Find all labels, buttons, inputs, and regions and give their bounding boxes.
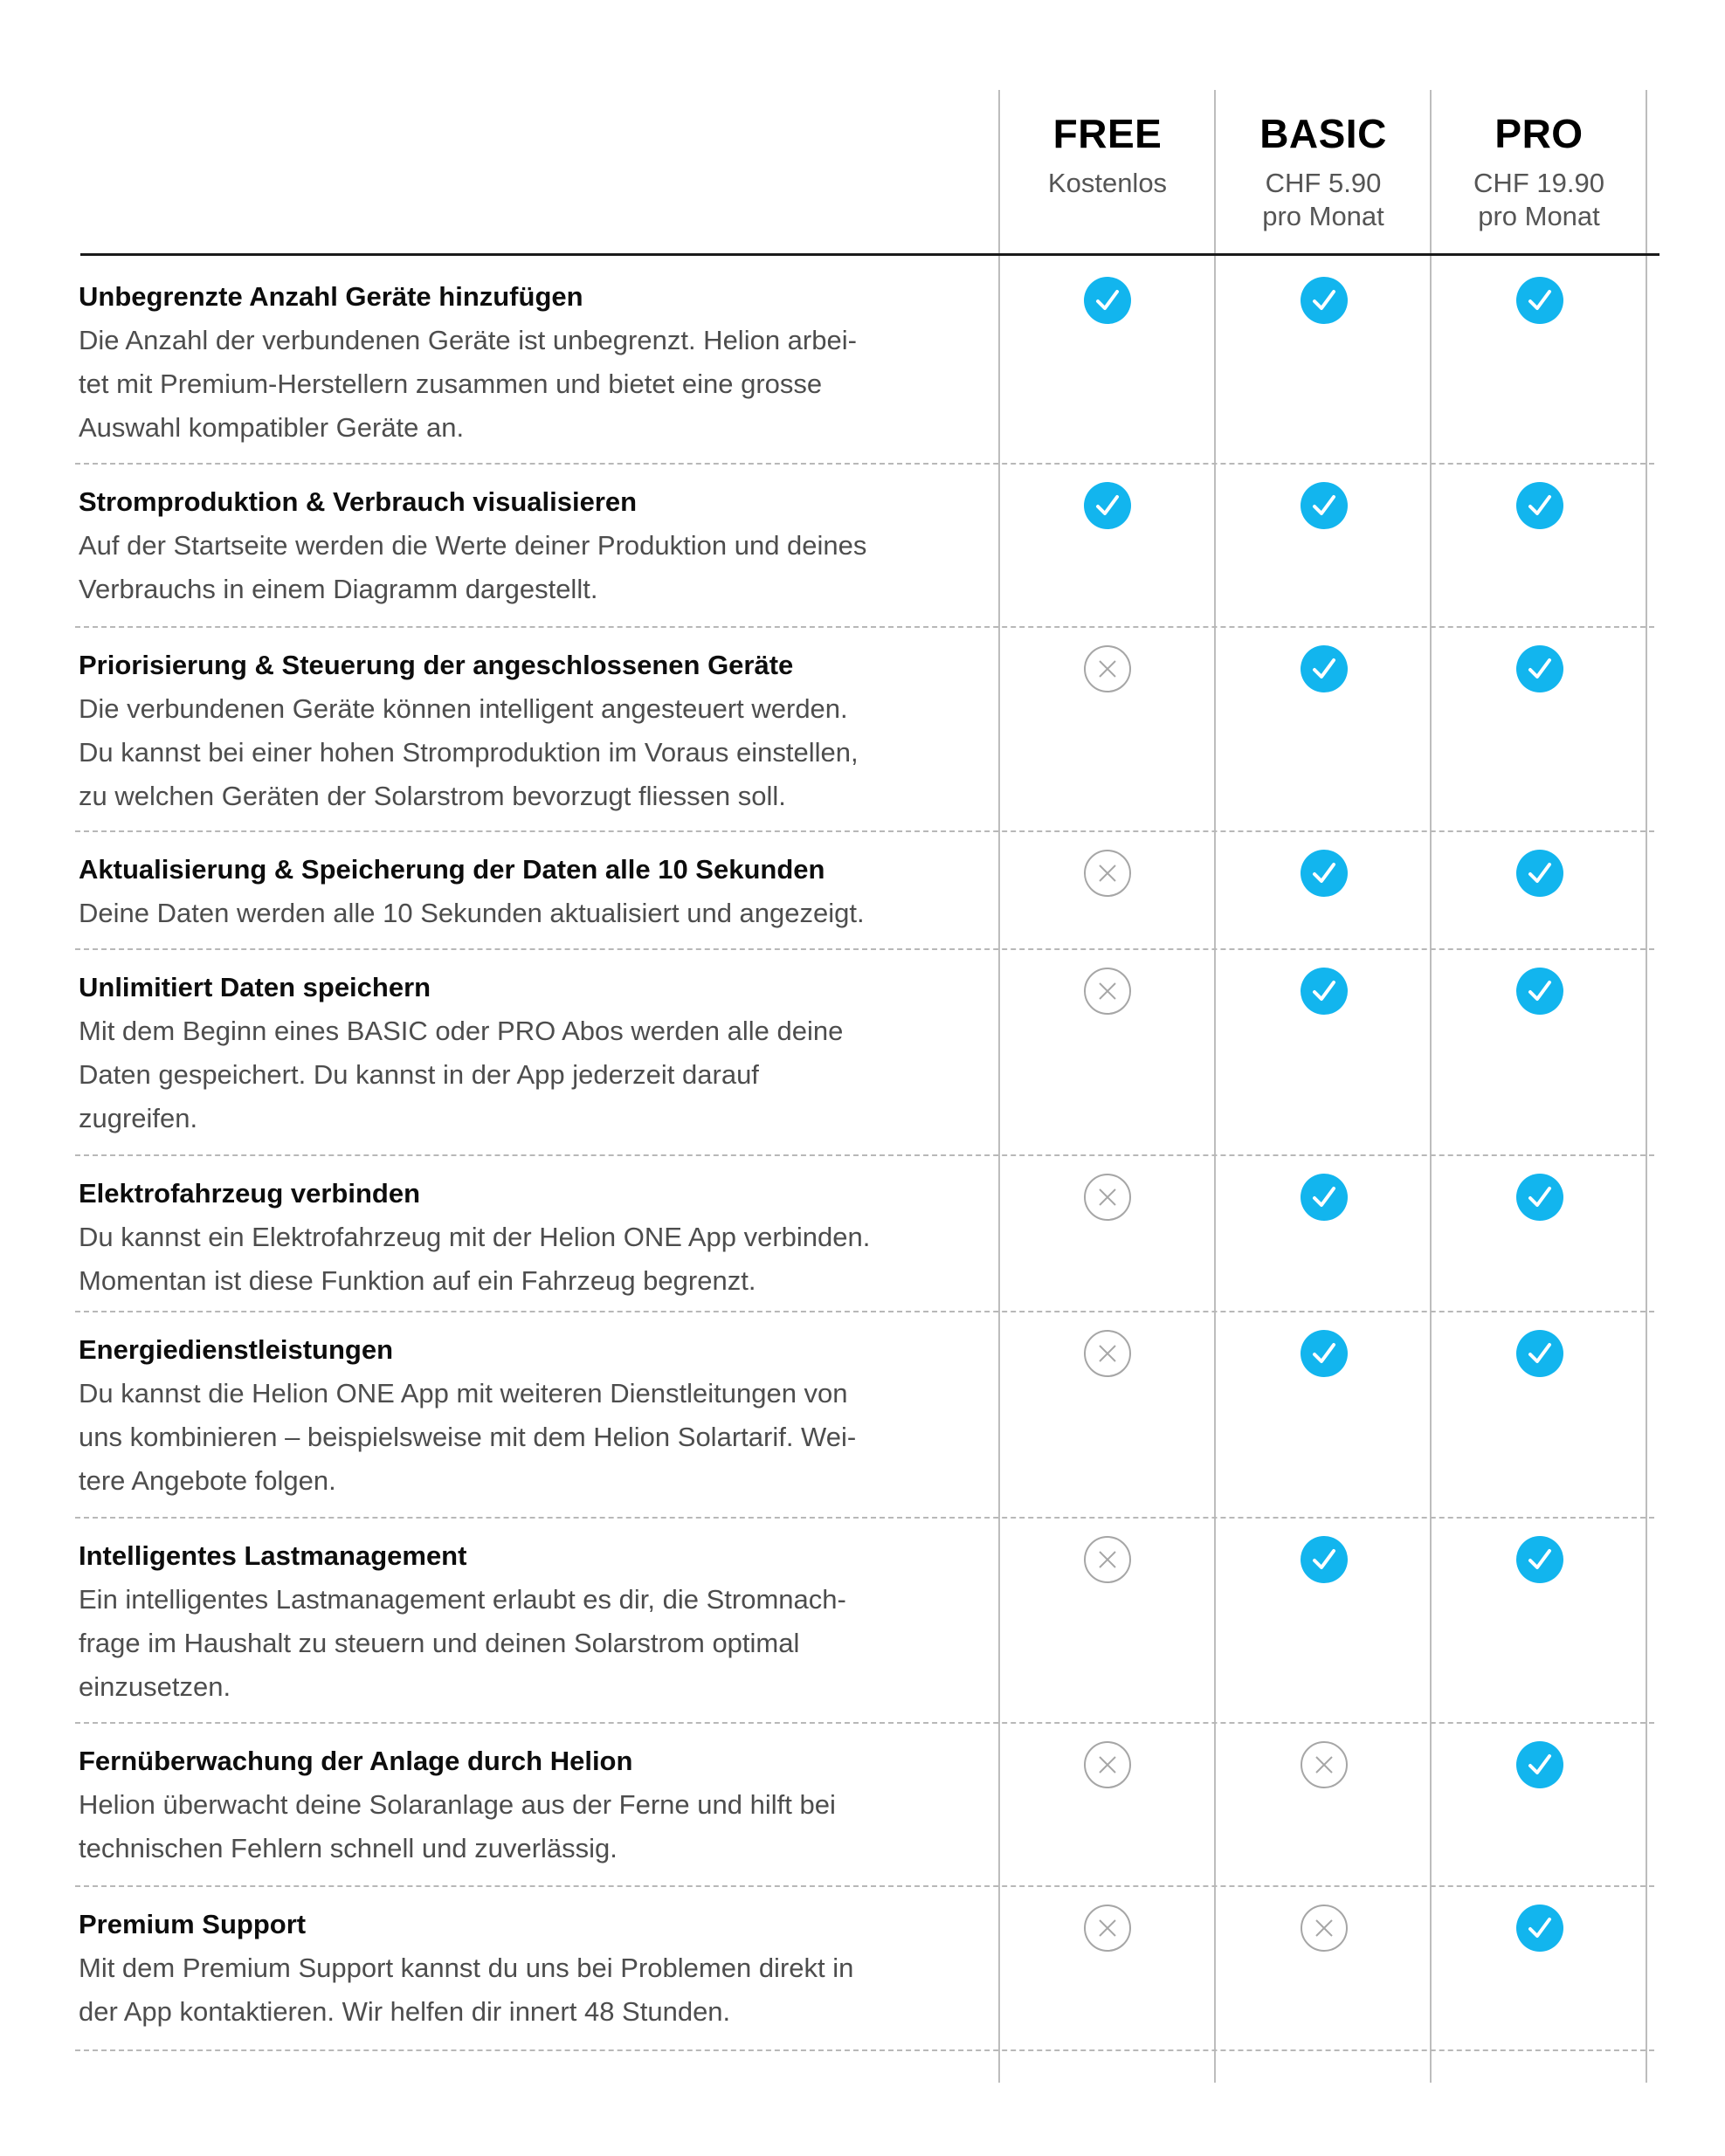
feature-description-line: uns kombinieren – beispielsweise mit dem Helion Solartarif. Wei- bbox=[79, 1422, 857, 1452]
plan-price: CHF 19.90 bbox=[1473, 168, 1604, 198]
feature-description-line: Momentan ist diese Funktion auf ein Fahrzeug begrenzt. bbox=[79, 1265, 756, 1296]
plan-name: FREE bbox=[1052, 111, 1163, 156]
check-circle-icon bbox=[1515, 967, 1564, 1016]
column-divider bbox=[1430, 90, 1432, 2083]
feature-description-line: zu welchen Geräten der Solarstrom bevorzugt fliessen soll. bbox=[79, 781, 786, 811]
feature-description-line: Die verbundenen Geräte können intelligent angesteuert werden. bbox=[79, 693, 848, 724]
plan-name: BASIC bbox=[1259, 111, 1387, 156]
check-circle-icon bbox=[1515, 1904, 1564, 1953]
feature-text bbox=[79, 1172, 935, 1303]
feature-description-line: tere Angebote folgen. bbox=[79, 1465, 336, 1496]
feature-title: Energiedienstleistungen bbox=[79, 1334, 394, 1365]
plan-price: Kostenlos bbox=[1047, 168, 1168, 198]
feature-description-line: Mit dem Beginn eines BASIC oder PRO Abos werden alle deine bbox=[79, 1016, 844, 1046]
feature-description-line: zugreifen. bbox=[79, 1103, 198, 1133]
plan-header-basic bbox=[1216, 109, 1431, 233]
x-circle-icon bbox=[1083, 849, 1132, 898]
feature-title: Elektrofahrzeug verbinden bbox=[79, 1178, 421, 1209]
feature-description-line: Auf der Startseite werden die Werte deiner Produktion und deines bbox=[79, 530, 867, 561]
check-circle-icon bbox=[1083, 276, 1132, 325]
check-circle-icon bbox=[1083, 481, 1132, 530]
feature-title: Stromproduktion & Verbrauch visualisieren bbox=[79, 486, 638, 517]
plan-price: CHF 5.90 bbox=[1265, 168, 1382, 198]
x-circle-icon bbox=[1083, 1329, 1132, 1378]
x-circle-icon bbox=[1300, 1904, 1349, 1953]
check-circle-icon bbox=[1300, 849, 1349, 898]
x-circle-icon bbox=[1083, 1904, 1132, 1953]
plan-name: PRO bbox=[1494, 111, 1584, 156]
check-circle-icon bbox=[1300, 1329, 1349, 1378]
feature-text bbox=[79, 966, 935, 1140]
feature-text bbox=[79, 848, 935, 935]
check-circle-icon bbox=[1300, 644, 1349, 693]
feature-title: Unbegrenzte Anzahl Geräte hinzufügen bbox=[79, 281, 583, 312]
feature-description-line: Du kannst ein Elektrofahrzeug mit der Helion ONE App verbinden. bbox=[79, 1222, 871, 1252]
row-divider bbox=[75, 2049, 1654, 2051]
check-circle-icon bbox=[1515, 1173, 1564, 1222]
check-circle-icon bbox=[1300, 967, 1349, 1016]
feature-description-line: Ein intelligentes Lastmanagement erlaubt es dir, die Stromnach- bbox=[79, 1584, 846, 1615]
feature-title: Unlimitiert Daten speichern bbox=[79, 972, 431, 1002]
feature-text bbox=[79, 275, 935, 450]
header-rule bbox=[80, 253, 1659, 256]
row-divider bbox=[75, 1517, 1654, 1519]
check-circle-icon bbox=[1515, 276, 1564, 325]
row-divider bbox=[75, 1722, 1654, 1724]
feature-title: Intelligentes Lastmanagement bbox=[79, 1540, 467, 1571]
column-divider bbox=[1214, 90, 1216, 2083]
plan-header-pro bbox=[1432, 109, 1646, 233]
row-divider bbox=[75, 948, 1654, 950]
column-divider bbox=[1646, 90, 1647, 2083]
feature-description-line: Helion überwacht deine Solaranlage aus der Ferne und hilft bei bbox=[79, 1789, 836, 1820]
column-divider bbox=[998, 90, 1000, 2083]
feature-description-line: Auswahl kompatibler Geräte an. bbox=[79, 412, 465, 443]
check-circle-icon bbox=[1515, 1329, 1564, 1378]
x-circle-icon bbox=[1083, 644, 1132, 693]
check-circle-icon bbox=[1515, 1740, 1564, 1789]
row-divider bbox=[75, 830, 1654, 832]
row-divider bbox=[75, 1885, 1654, 1887]
feature-description-line: technischen Fehlern schnell und zuverlässig. bbox=[79, 1833, 618, 1863]
row-divider bbox=[75, 1154, 1654, 1156]
feature-description-line: der App kontaktieren. Wir helfen dir innert 48 Stunden. bbox=[79, 1996, 731, 2027]
feature-text bbox=[79, 480, 935, 611]
feature-description-line: Die Anzahl der verbundenen Geräte ist unbegrenzt. Helion arbei- bbox=[79, 325, 857, 355]
feature-description-line: Du kannst bei einer hohen Stromproduktion im Voraus einstellen, bbox=[79, 737, 859, 768]
feature-description-line: Verbrauchs in einem Diagramm dargestellt. bbox=[79, 574, 598, 604]
feature-description-line: Du kannst die Helion ONE App mit weiteren Dienstleitungen von bbox=[79, 1378, 848, 1409]
check-circle-icon bbox=[1300, 276, 1349, 325]
feature-text bbox=[79, 1328, 935, 1503]
feature-description-line: frage im Haushalt zu steuern und deinen Solarstrom optimal bbox=[79, 1628, 800, 1658]
feature-description-line: tet mit Premium-Herstellern zusammen und bietet eine grosse bbox=[79, 369, 823, 399]
x-circle-icon bbox=[1300, 1740, 1349, 1789]
feature-text bbox=[79, 1903, 935, 2034]
check-circle-icon bbox=[1300, 1535, 1349, 1584]
check-circle-icon bbox=[1515, 644, 1564, 693]
feature-text bbox=[79, 1534, 935, 1709]
x-circle-icon bbox=[1083, 1173, 1132, 1222]
feature-title: Premium Support bbox=[79, 1909, 307, 1939]
plan-period: pro Monat bbox=[1478, 201, 1600, 231]
plan-header-free bbox=[1000, 109, 1215, 200]
feature-title: Fernüberwachung der Anlage durch Helion bbox=[79, 1746, 633, 1776]
feature-description-line: Deine Daten werden alle 10 Sekunden aktualisiert und angezeigt. bbox=[79, 898, 865, 928]
feature-text bbox=[79, 644, 935, 818]
feature-description-line: einzusetzen. bbox=[79, 1671, 231, 1702]
check-circle-icon bbox=[1300, 481, 1349, 530]
x-circle-icon bbox=[1083, 967, 1132, 1016]
feature-title: Priorisierung & Steuerung der angeschlossenen Geräte bbox=[79, 650, 794, 680]
check-circle-icon bbox=[1515, 1535, 1564, 1584]
feature-description-line: Daten gespeichert. Du kannst in der App jederzeit darauf bbox=[79, 1059, 759, 1090]
check-circle-icon bbox=[1300, 1173, 1349, 1222]
row-divider bbox=[75, 626, 1654, 628]
feature-description-line: Mit dem Premium Support kannst du uns bei Problemen direkt in bbox=[79, 1953, 854, 1983]
x-circle-icon bbox=[1083, 1740, 1132, 1789]
x-circle-icon bbox=[1083, 1535, 1132, 1584]
row-divider bbox=[75, 1311, 1654, 1312]
check-circle-icon bbox=[1515, 481, 1564, 530]
plan-period: pro Monat bbox=[1262, 201, 1384, 231]
feature-text bbox=[79, 1739, 935, 1870]
feature-title: Aktualisierung & Speicherung der Daten alle 10 Sekunden bbox=[79, 854, 825, 885]
check-circle-icon bbox=[1515, 849, 1564, 898]
row-divider bbox=[75, 463, 1654, 465]
